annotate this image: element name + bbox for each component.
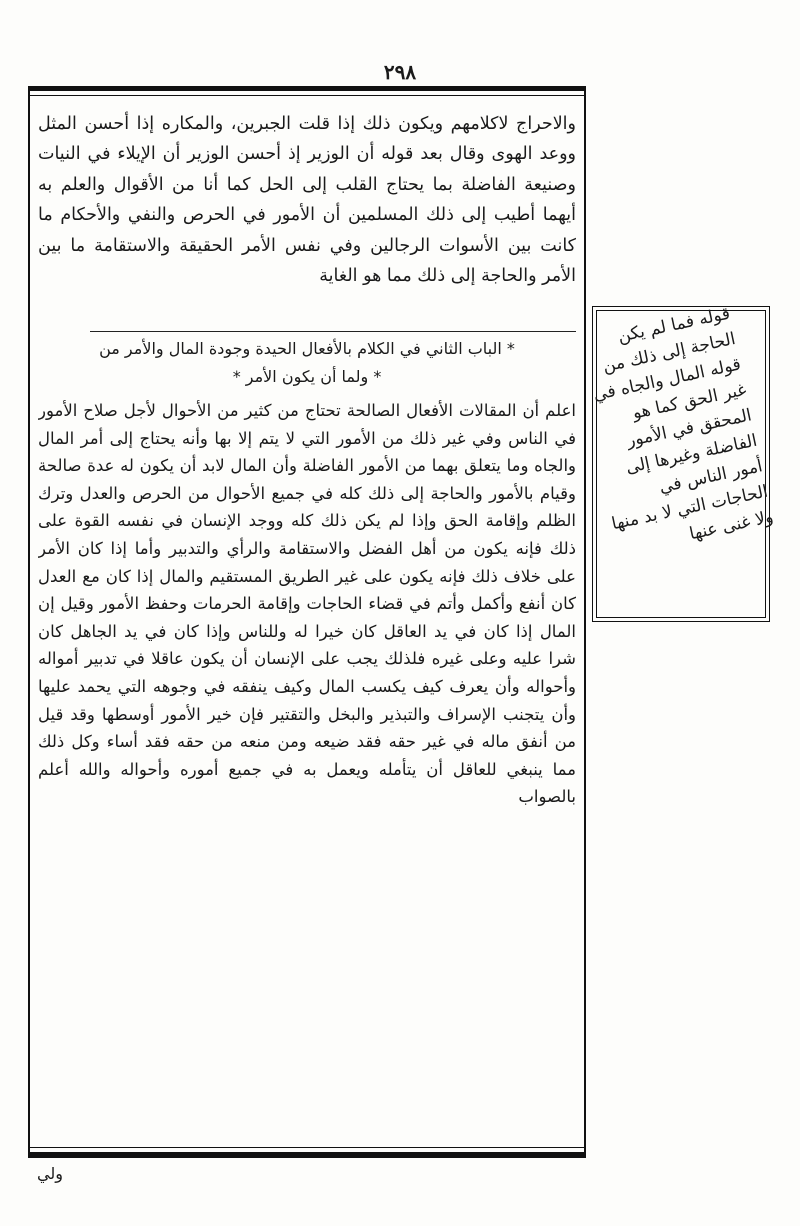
upper-text-block: والاحراج لاكلامهم ويكون ذلك إذا قلت الجبرين، والمكاره إذا أحسن المثل ووعد الهوى وقال بعد قوله أن الوزير إذ أحسن الوزير أن الإيلاء في النيات وصنيعة الفاضلة بما يحتاج القلب إلى الحل كما أنا من الأقوال والعلم به أيهما أطيب إلى ذلك المسلمين أن الأمور في الحرص والنفي والأحكام ما كانت بين الأسوات الرجالين وفي نفس الأمر الحقيقة والاستقامة ما بين الأمر والحاجة إلى ذلك مما هو الغاية [38, 114, 576, 287]
lower-text-block: اعلم أن المقالات الأفعال الصالحة تحتاج من كثير من الأحوال لأجل صلاح الأمور في الناس وفي غير ذلك من الأمور التي لا يتم إلا بها وأنه يحتاج إلى أمر المال والجاه وما يتعلق بهما من الأمور الفاضلة وأن المال لابد أن يكون له عدة صالحة وقيام بالأمور والحاجة إلى ذلك كله في جميع الأحوال من الحرص والعدل وترك الظلم وإقامة الحق وإذا لم يكن ذلك كله ووجد الإنسان في نفسه القوة على ذلك فإنه يكون من أهل الفضل والاستقامة والرأي والتدبير وأما إذا كان الأمر على خلاف ذلك فإنه يكون على غير الطريق المستقيم والمال إذا كان مع العدل كان أنفع وأكمل وأتم في قضاء الحاجات وإقامة الحرمات وحفظ الأمور وقيل إن المال إذا كان في يد العاقل كان خيرا له وللناس وإذا كان في يد الجاهل كان شرا عليه وعلى غيره فلذلك يجب على الإنسان أن يكون عاقلا في تدبير أمواله وأحواله وأن يعرف كيف يكسب المال وكيف ينفقه في وجوهه التي يحمد عليها وأن يتجنب الإسراف والتبذير والبخل والتقتير فإن خير الأمور أوسطها وقد قيل من أنفق ماله في غير حقه فقد ضيعه ومن منعه من حقه فقد أساء وكل ذلك مما ينبغي للعاقل أن يتأمله ويعمل به في جميع أموره وأحواله والله أعلم بالصواب [38, 401, 576, 807]
section-divider [90, 331, 576, 332]
section-heading-line-1: * الباب الثاني في الكلام بالأفعال الحيدة وجودة المال والأمر من [99, 339, 515, 358]
section-heading [38, 335, 576, 391]
section-heading-line-2: * ولما أن يكون الأمر * [232, 367, 382, 386]
catchword: ولي [37, 1164, 63, 1183]
page-number: ٢٩٨ [383, 60, 417, 84]
margin-gloss-text: قوله فما لم يكن الحاجة إلى ذلك من قوله المال والجاه في غير الحق كما هو المحقق في الأمور الفاضلة وغيرها إلى أمور الناس في الحاجات التي لا بد منها ولا غنى عنها [591, 303, 776, 545]
main-text-frame [28, 86, 586, 1158]
